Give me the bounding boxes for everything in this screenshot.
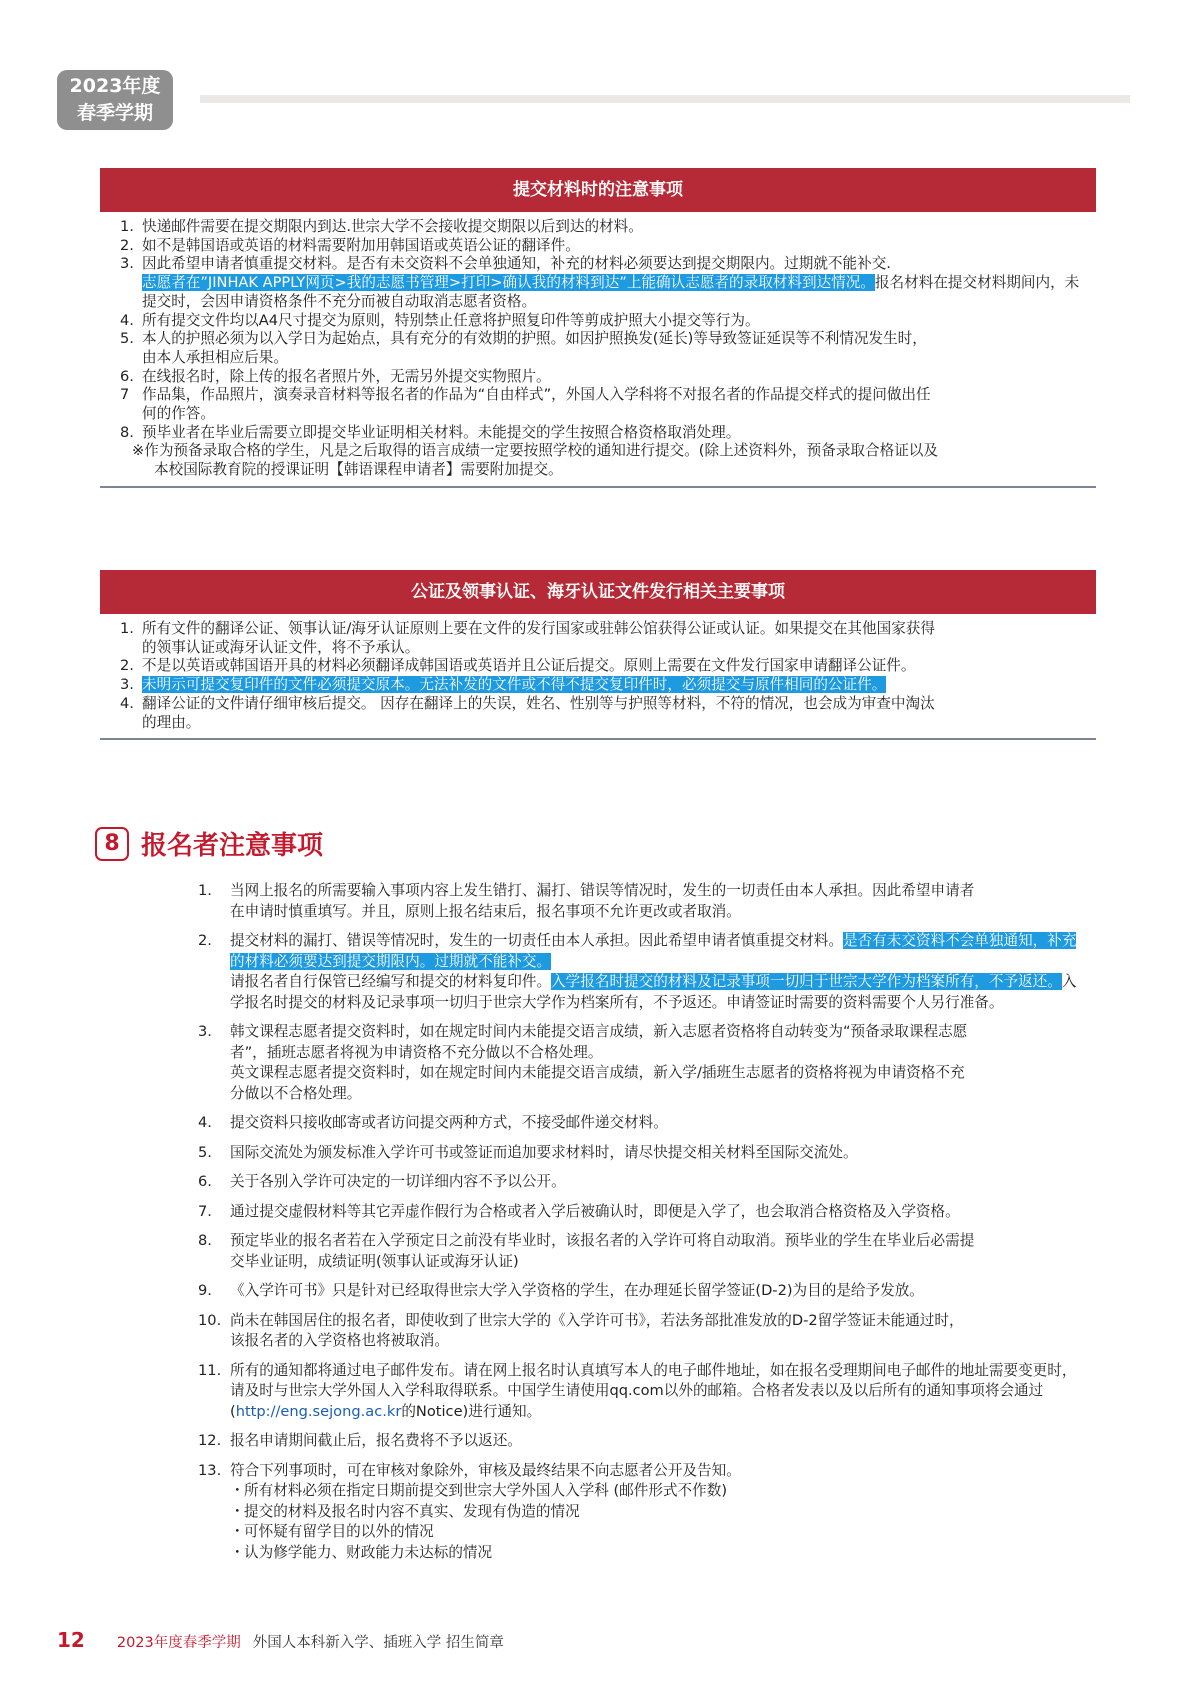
- footer-year: 2023年度春季学期: [116, 1635, 241, 1651]
- section-header-notarization: 公证及领事认证、海牙认证文件发行相关主要事项: [100, 570, 1096, 614]
- applicant-notes-list: [198, 881, 1086, 1572]
- list-item: 12. 报名申请期间截止后，报名费将不予以返还。: [198, 1432, 522, 1449]
- notice-link[interactable]: http://eng.sejong.ac.kr: [235, 1402, 402, 1420]
- highlight-text: 入学报名时提交的材料及记录事项一切归于世宗大学作为档案所有，不予返还。: [551, 973, 1062, 990]
- section-number: 8: [95, 827, 129, 861]
- list-item: 1. 快递邮件需要在提交期限内到达.世宗大学不会接收提交期限以后到达的材料。: [120, 218, 643, 235]
- footnote: ※作为预备录取合格的学生，凡是之后取得的语言成绩一定要按照学校的通知进行提交。(除上述资料外，预备录取合格证以及 本校国际教育院的授课证明【韩语课程申请者】需要附加提交。: [132, 442, 938, 479]
- list-item: 2. 不是以英语或韩国语开具的材料必须翻译成韩国语或英语并且公证后提交。原则上需要在文件发行国家申请翻译公证件。: [120, 657, 916, 675]
- list-item: 8. 预毕业者在毕业后需要立即提交毕业证明相关材料。未能提交的学生按照合格资格取消处理。: [120, 423, 741, 441]
- list-item: 8. 预定毕业的报名者若在入学预定日之前没有毕业时，该报名者的入学许可将自动取消。预毕业的学生在毕业后必需提 交毕业证明，成绩证明(领事认证或海牙认证): [198, 1232, 975, 1270]
- highlight-text: 是否有未交资料不会单独通知，补充的材料必须要达到提交期限内。过期就不能补交。: [230, 932, 1077, 970]
- notarization-notes-box: [100, 614, 1096, 740]
- list-item: 2. 提交材料的漏打、错误等情况时，发生的一切责任由本人承担。因此希望申请者慎重提交材料。是否有未交资料不会单独通知，补充的材料必须要达到提交期限内。过期就不能补交。 请报名者自行保管已经编写和提交的材料复印件。入学报名时提交的材料及记录事项一切归于世宗大学作为档案所有，不予返还。入学报名时提交的材料及记录事项一切归于世宗大学作为档案所有，不予返还。申请签证时需要的资料需要个人另行准备。: [198, 932, 1077, 1011]
- highlight-text: 未明示可提交复印件的文件必须提交原本。无法补发的文件或不得不提交复印件时，必须提交与原件相同的公证件。: [142, 676, 887, 694]
- list-item: 5. 国际交流处为颁发标准入学许可书或签证而追加要求材料时，请尽快提交相关材料至国际交流处。: [198, 1143, 858, 1161]
- bullet-item: ・ 可怀疑有留学目的以外的情况: [230, 1523, 434, 1540]
- list-item: 4. 翻译公证的文件请仔细审核后提交。 因存在翻译上的失误，姓名、性别等与护照等材料，不符的情况，也会成为审查中淘汰 的理由。: [120, 694, 935, 731]
- list-item: 3. 因此希望申请者慎重提交材料。是否有未交资料不会单独通知，补充的材料必须要达到提交期限内。过期就不能补交. 志愿者在”JINHAK APPLY网页>我的志愿书管理>打印>确认我的材料到达”上能确认志愿者的录取材料到达情况。报名材料在提交材料期间内，未提交时，会因申请资格条件不充分而被自动取消志愿者资格。: [120, 255, 1080, 310]
- list-item: 7 作品集，作品照片，演奏录音材料等报名者的作品为“自由样式”，外国人入学科将不对报名者的作品提交样式的提问做出任 何的作答。: [120, 386, 931, 423]
- header-rule: [200, 95, 1130, 103]
- list-item: 3. 未明示可提交复印件的文件必须提交原本。无法补发的文件或不得不提交复印件时，必须提交与原件相同的公证件。: [120, 676, 887, 694]
- section-header-submission: 提交材料时的注意事项: [100, 168, 1096, 212]
- bullet-item: ・ 所有材料必须在指定日期前提交到世宗大学外国人入学科 (邮件形式不作数): [230, 1482, 728, 1499]
- submission-notes-box: [100, 212, 1096, 488]
- bullet-item: ・ 提交的材料及报名时内容不真实、发现有伪造的情况: [230, 1502, 580, 1520]
- list-item: 7. 通过提交虚假材料等其它弄虚作假行为合格或者入学后被确认时，即便是入学了，也会取消合格资格及入学资格。: [198, 1202, 960, 1220]
- list-item: 4. 提交资料只接收邮寄或者访问提交两种方式，不接受邮件递交材料。: [198, 1114, 668, 1131]
- list-item: 9. 《入学许可书》只是针对已经取得世宗大学入学资格的学生，在办理延长留学签证(D-2)为目的是给予发放。: [198, 1282, 924, 1299]
- badge-term: 春季学期: [76, 102, 153, 124]
- list-item: 10. 尚未在韩国居住的报名者，即使收到了世宗大学的《入学许可书》，若法务部批准发放的D-2留学签证未能通过时， 该报名者的入学资格也将被取消。: [198, 1311, 964, 1349]
- badge-year: 2023年度: [69, 75, 161, 97]
- list-item: 1. 所有文件的翻译公证、领事认证/海牙认证原则上要在文件的发行国家或驻韩公馆获得公证或认证。如果提交在其他国家获得 的领事认证或海牙认证文件，将不予承认。: [120, 620, 935, 656]
- section-heading-8: [95, 825, 323, 862]
- semester-badge: [57, 70, 173, 130]
- list-item: 1. 当网上报名的所需要输入事项内容上发生错打、漏打、错误等情况时，发生的一切责任由本人承担。因此希望申请者 在申请时慎重填写。并且，原则上报名结束后，报名事项不允许更改或者取消。: [198, 882, 975, 920]
- list-item: 6. 在线报名时，除上传的报名者照片外，无需另外提交实物照片。: [120, 367, 551, 385]
- list-item: 6. 关于各别入学许可决定的一切详细内容不予以公开。: [198, 1173, 566, 1190]
- list-item: 3. 韩文课程志愿者提交资料时，如在规定时间内未能提交语言成绩，新入志愿者资格将自动转变为“预备录取课程志愿 者”，插班志愿者将视为申请资格不充分做以不合格处理。 英文课程志愿者提交资料时，如在规定时间内未能提交语言成绩，新入学/插班生志愿者的资格将视为申请资格不充 分做以不合格处理。: [198, 1023, 968, 1102]
- list-item: 4. 所有提交文件均以A4尺寸提交为原则，特别禁止任意将护照复印件等剪成护照大小提交等行为。: [120, 311, 760, 329]
- highlight-text: 志愿者在”JINHAK APPLY网页>我的志愿书管理>打印>确认我的材料到达”上能确认志愿者的录取材料到达情况。: [142, 274, 875, 292]
- list-item: 11. 所有的通知都将通过电子邮件发布。请在网上报名时认真填写本人的电子邮件地址，如在报名受理期间电子邮件的地址需要变更时，请及时与世宗大学外国人入学科取得联系。中国学生请使用qq.com以外的邮箱。合格者发表以及以后所有的通知事项将会通过(http://eng.sejong.ac.kr的Notice)进行通知。: [198, 1361, 1077, 1420]
- page-footer: [57, 1628, 504, 1652]
- page-number: 12: [57, 1628, 85, 1652]
- list-item: 5. 本人的护照必须为以入学日为起始点，具有充分的有效期的护照。如因护照换发(延长)等导致签证延误等不利情况发生时， 由本人承担相应后果。: [120, 330, 927, 366]
- bullet-item: ・ 认为修学能力、财政能力未达标的情况: [230, 1543, 493, 1561]
- list-item: 13. 符合下列事项时，可在审核对象除外，审核及最终结果不向志愿者公开及告知。 ・ 所有材料必须在指定日期前提交到世宗大学外国人入学科 (邮件形式不作数) ・ 提交的材料及报名时内容不真实、发现有伪造的情况 ・ 可怀疑有留学目的以外的情况 ・ 认为修学能力、财政能力未达标的情况: [198, 1461, 1086, 1564]
- section-title: 报名者注意事项: [141, 831, 324, 861]
- footer-title: 外国人本科新入学、插班入学 招生简章: [252, 1635, 504, 1651]
- list-item: 2. 如不是韩国语或英语的材料需要附加用韩国语或英语公证的翻译件。: [120, 236, 580, 254]
